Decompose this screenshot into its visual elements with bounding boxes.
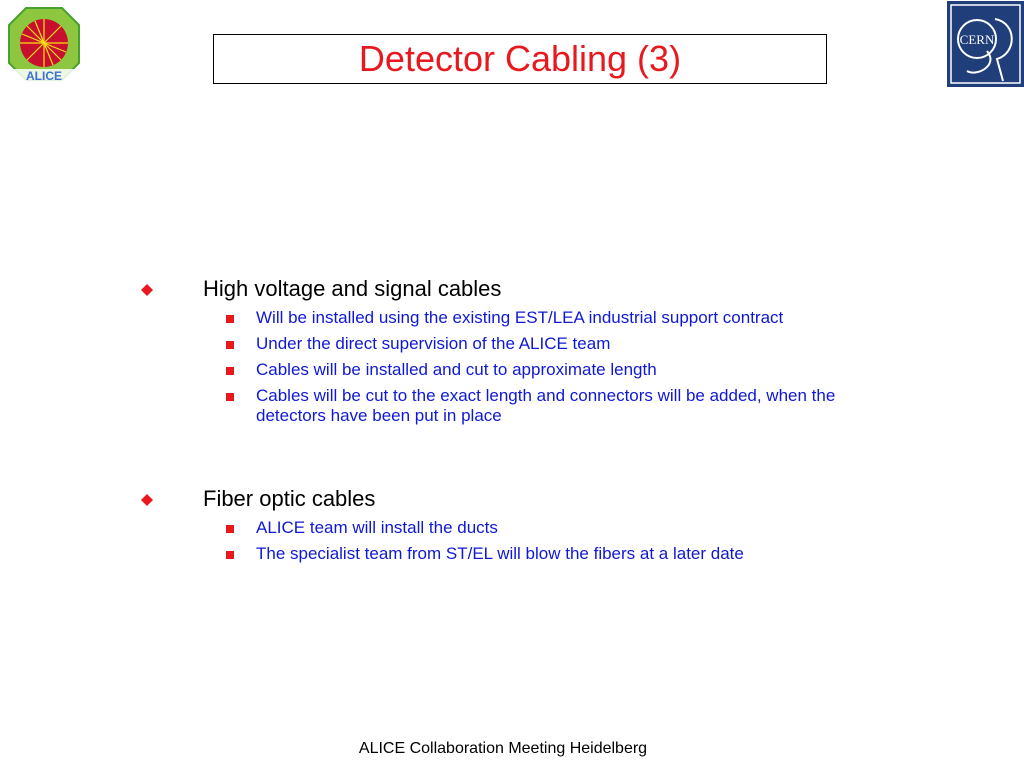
square-bullet-icon <box>226 393 234 401</box>
alice-logo-text: ALICE <box>26 69 62 83</box>
footer-text: ALICE Collaboration Meeting Heidelberg <box>358 740 648 757</box>
square-bullet-icon <box>226 525 234 533</box>
square-bullet-icon <box>226 341 234 349</box>
list-item: ALICE team will install the ducts <box>256 518 498 537</box>
square-bullet-icon <box>226 367 234 375</box>
square-bullet-icon <box>226 315 234 323</box>
cern-logo-text: CERN <box>959 32 995 47</box>
list-item: The specialist team from ST/EL will blow the fibers at a later date <box>256 544 744 563</box>
square-bullet-icon <box>226 551 234 559</box>
list-item: Will be installed using the existing EST/LEA industrial support contract <box>256 308 784 327</box>
slide-title: Detector Cabling (3) <box>358 38 682 79</box>
diamond-bullet-icon <box>140 493 154 507</box>
footer <box>0 740 1024 758</box>
diamond-bullet-icon <box>140 283 154 297</box>
list-item: Cables will be installed and cut to approximate length <box>256 360 657 379</box>
list-item: Under the direct supervision of the ALICE team <box>256 334 611 353</box>
list-item: Cables will be cut to the exact length and connectors will be added, when the detectors have been put in place <box>256 386 836 425</box>
section-heading: High voltage and signal cables <box>203 276 502 301</box>
section-heading: Fiber optic cables <box>203 486 376 511</box>
